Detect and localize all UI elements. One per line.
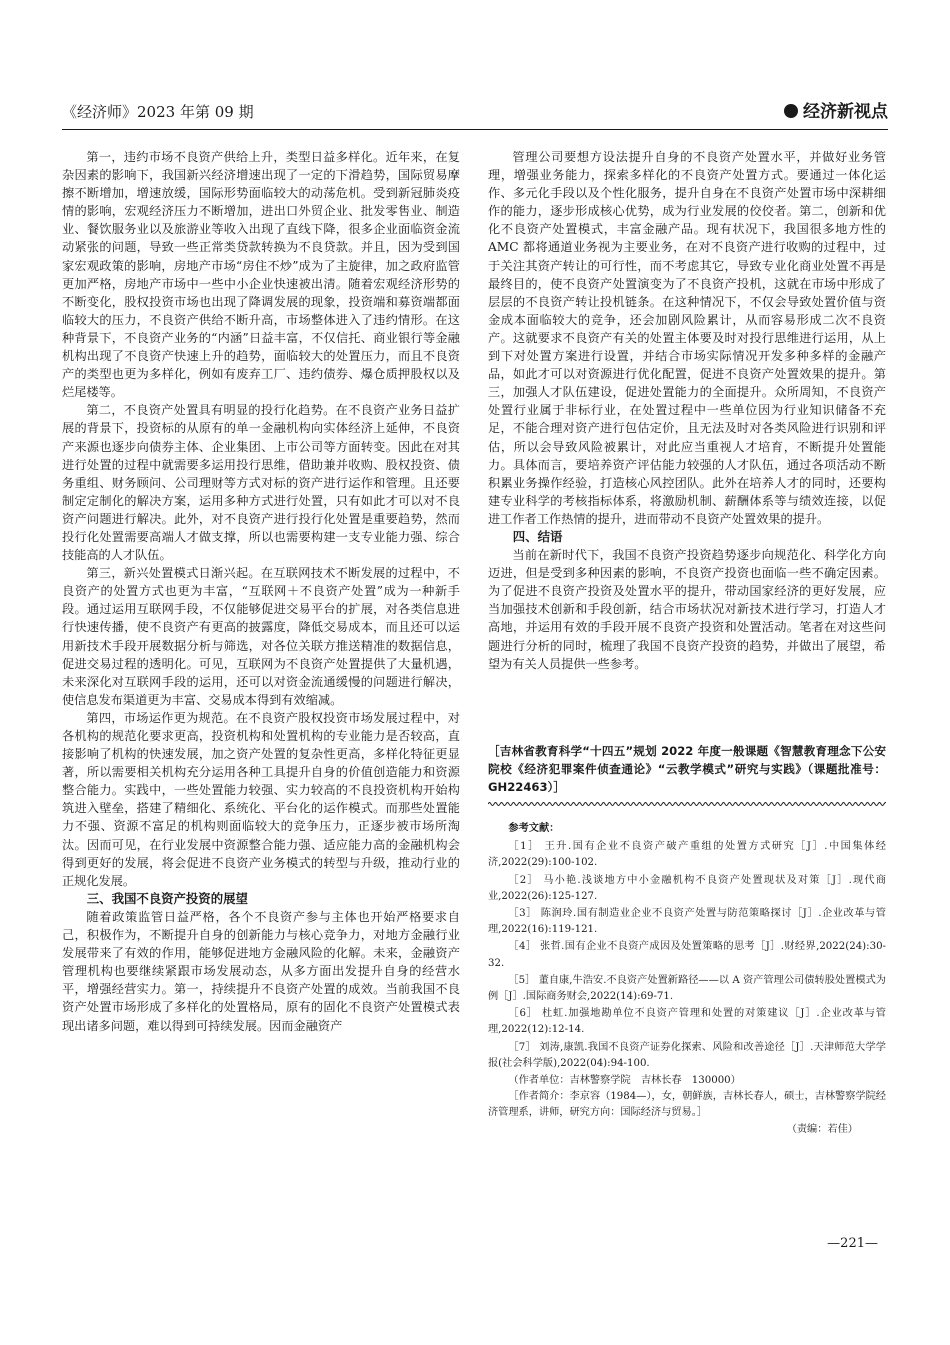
paragraph: 管理公司要想方设法提升自身的不良资产处置水平，并做好业务管理，增强业务能力，探索多样化的不良资产处置方式。要通过一体化运作、多元化手段以及个性化服务，提升自身在不良资产处置市场中深耕细作的能力，逐步形成核心优势，成为行业发展的佼佼者。第二，创新和优化不良资产处置模式，丰富金融产品。现有状况下，我国很多地方性的 AMC 都将通道业务视为主要业务，在对不良资产进行收购的过程中，过于关注其资产转让的可行性，而不考虑其它，导致专业化商业处置不再是最终目的，使不良资产处置演变为了不良资产投机，这就在市场中形成了层层的不良资产转让投机链条。在这种情况下，不仅会导致处置价值与资金成本面临较大的竞争，还会加剧风险累计，从而容易形成二次不良资产。这就要求不良资产有关的处置主体要及时对投行思维进行运用，从上到下对处置方案进行设置，并结合市场实际情况开发多种多样的金融产品，如此才可以对资源进行优化配置，促进不良资产处置效果的提升。第三，加强人才队伍建设，促进处置能力的全面提升。众所周知，不良资产处置行业属于非标行业，在处置过程中一些单位因为行业知识储备不充足，不能合理对资产进行包估定价，且无法及时对各类风险进行识别和评估，所以会导致风险被累计，对此应当重视人才培育，不断提升处置能力。具体而言，要培养资产评估能力较强的人才队伍，通过各项活动不断积累业务操作经验，打造核心风控团队。此外在培养人才的同时，还要构建专业科学的考核指标体系，将激励机制、薪酬体系等与绩效连接，以促进工作者工作热情的提升，进而带动不良资产处置效果的提升。 (488, 150, 886, 526)
references-title: 参考文献： (508, 822, 560, 834)
paragraph: 第四，市场运作更为规范。在不良资产股权投资市场发展过程中，对各机构的规范化要求更高，投资机构和处置机构的专业能力是否较高，直接影响了机构的快速发展，加之资产处置的复杂性更高，多样化特征更显著，所以需要相关机构充分运用各种工具提升自身的价值创造能力和资源整合能力。实践中，一些处置能力较强、实力较高的不良投资机构开始构筑进入壁垒，搭建了精细化、系统化、平台化的运作模式。而那些处置能力不强、资源不富足的机构则面临较大的竞争压力，正逐步被市场所淘汰。因而可见，在行业发展中资源整合能力强、适应能力高的金融机构会得到更好的发展，将会促进不良资产业务模式的转型与升级，推动行业的正规化发展。 (62, 710, 460, 888)
paragraph: 第一，违约市场不良资产供给上升，类型日益多样化。近年来，在复杂因素的影响下，我国新兴经济增速出现了一定的下滑趋势，国际贸易摩擦不断增加，增速放缓，国际形势面临较大的动荡危机。受到新冠肺炎疫情的影响，宏观经济压力不断增加，进出口外贸企业、批发零售业、制造业、餐饮服务业以及旅游业等收入出现了直线下降，很多企业面临资金流动紧张的问题，导致一些正常类贷款转换为不良贷款。并且，因为受到国家宏观政策的影响，房地产市场“房住不炒”成为了主旋律，加之政府监管更加严格，房地产市场中一些中小企业快速被出清。随着宏观经济形势的不断变化，股权投资市场也出现了降调发展的现象，投资端和募资端都面临较大的压力，不良资产供给不断升高，市场整体进入了违约情形。在这种背景下，不良资产业务的“内涵”日益丰富，不仅信托、商业银行等金融机构出现了不良资产快速上升的趋势，面临较大的处置压力，而且不良资产的类型也更为多样化，例如有废弃工厂、违约债券、爆仓质押股权以及烂尾楼等。 (62, 150, 460, 400)
reference-item: ［2］ 马小艳.浅谈地方中小金融机构不良资产处置现状及对策［J］.现代商业,2022(26):125-127. (488, 874, 886, 902)
reference-item: ［7］ 刘涛,康凯.我国不良资产证券化探索、风险和改善途径［J］.天津师范大学学报(社会科学版),2022(04):94-100. (488, 1041, 886, 1069)
fund-note: ［吉林省教育科学“十四五”规划 2022 年度一般课题《智慧教育理念下公安院校《经济犯罪案件侦查通论》“云教学模式”研究与实践》（课题批准号：GH22463）］ (488, 744, 886, 794)
paragraph: 当前在新时代下，我国不良资产投资趋势逐步向规范化、科学化方向迈进，但是受到多种因素的影响，不良资产投资也面临一些不确定因素。为了促进不良资产投资及处置水平的提升，带动国家经济的更好发展，应当加强技术创新和手段创新，结合市场状况对新技术进行学习，打造人才高地，并运用有效的手段开展不良资产投资和处置活动。笔者在对这些问题进行分析的同时，梳理了我国不良资产投资的趋势，并做出了展望，希望为有关人员提供一些参考。 (488, 548, 886, 671)
reference-item: ［4］ 张哲.国有企业不良资产成因及处置策略的思考［J］.财经界,2022(24):30-32. (488, 941, 886, 969)
section-heading: 三、我国不良资产投资的展望 (86, 890, 248, 906)
page-number: —221— (827, 1236, 878, 1251)
page-header (62, 100, 888, 128)
header-rule (62, 129, 888, 130)
references (488, 820, 886, 1138)
paragraph: 第三，新兴处置模式日渐兴起。在互联网技术不断发展的过程中，不良资产的处置方式也更为丰富，“互联网＋不良资产处置”成为一种新手段。通过运用互联网手段，不仅能够促进交易平台的扩展，对各类信息进行快速传播，使不良资产有更高的披露度，降低交易成本，而且还可以运用新技术手段开展数据分析与筛选，对各位关联方推送精准的数据信息，促进交易过程的透明化。可见，互联网为不良资产处置提供了大量机遇，未来深化对互联网手段的运用，还可以对资金流通缓慢的问题进行解决，使信息发布渠道更为丰富、交易成本得到有效缩减。 (62, 566, 460, 707)
reference-item: ［6］ 杜虹.加强地勘单位不良资产管理和处置的对策建议［J］.企业改革与管理,2022(12):12-14. (488, 1008, 886, 1036)
journal-issue: 《经济师》2023 年第 09 期 (62, 103, 254, 121)
author-affiliation: （作者单位：吉林警察学院 吉林长春 130000） (508, 1075, 741, 1087)
section-title (784, 100, 888, 124)
editor-note: （责编：若佳） (786, 1123, 858, 1135)
bullet-dot-icon (784, 104, 798, 118)
author-bio: ［作者简介：李京容（1984—），女，朝鲜族，吉林长春人，硕士，吉林警察学院经济管理系，讲师，研究方向：国际经济与贸易。］ (488, 1091, 886, 1119)
wavy-divider (488, 800, 886, 808)
reference-item: ［5］ 董自康,牛浩安.不良资产处置新路径——以 A 资产管理公司债转股处置模式为例［J］.国际商务财会,2022(14):69-71. (488, 974, 886, 1003)
section-label: 经济新视点 (803, 102, 888, 122)
reference-item: ［1］ 王升.国有企业不良资产破产重组的处置方式研究［J］.中国集体经济,2022(29):100-102. (488, 841, 886, 869)
section-heading: 四、结语 (512, 528, 563, 544)
paragraph: 随着政策监管日益严格，各个不良资产参与主体也开始严格要求自己，积极作为，不断提升自身的创新能力与核心竞争力，对地方金融行业发展带来了有效的作用，能够促进地方金融风险的化解。未来，金融资产管理机构也要继续紧跟市场发展动态，从多方面出发提升自身的经营水平，增强经营实力。第一，持续提升不良资产处置的成效。当前我国不良资产处置市场形成了多样化的处置格局，原有的固化不良资产处置模式表现出诸多问题，难以得到可持续发展。因而金融资产 (62, 909, 460, 1033)
paragraph: 第二，不良资产处置具有明显的投行化趋势。在不良资产业务日益扩展的背景下，投资标的从原有的单一金融机构向实体经济上延伸，不良资产来源也逐步向债券主体、企业集团、上市公司等方面转变。因此在对其进行处置的过程中就需要多运用投行思维，借助兼并收购、股权投资、债务重组、财务顾问、公司理财等方式对标的资产进行运作和管理。且还要制定定制化的解决方案，运用多种方式进行处置，只有如此才可以对不良资产问题进行解决。此外，对不良资产进行投行化处置是重要趋势，然而投行化处置需要高端人才做支撑，所以也需要构建一支专业能力强、综合技能高的人才队伍。 (62, 403, 460, 563)
left-column (62, 148, 460, 1208)
reference-item: ［3］ 陈润玲.国有制造业企业不良资产处置与防范策略探讨［J］.企业改革与管理,2022(16):119-121. (488, 908, 886, 936)
